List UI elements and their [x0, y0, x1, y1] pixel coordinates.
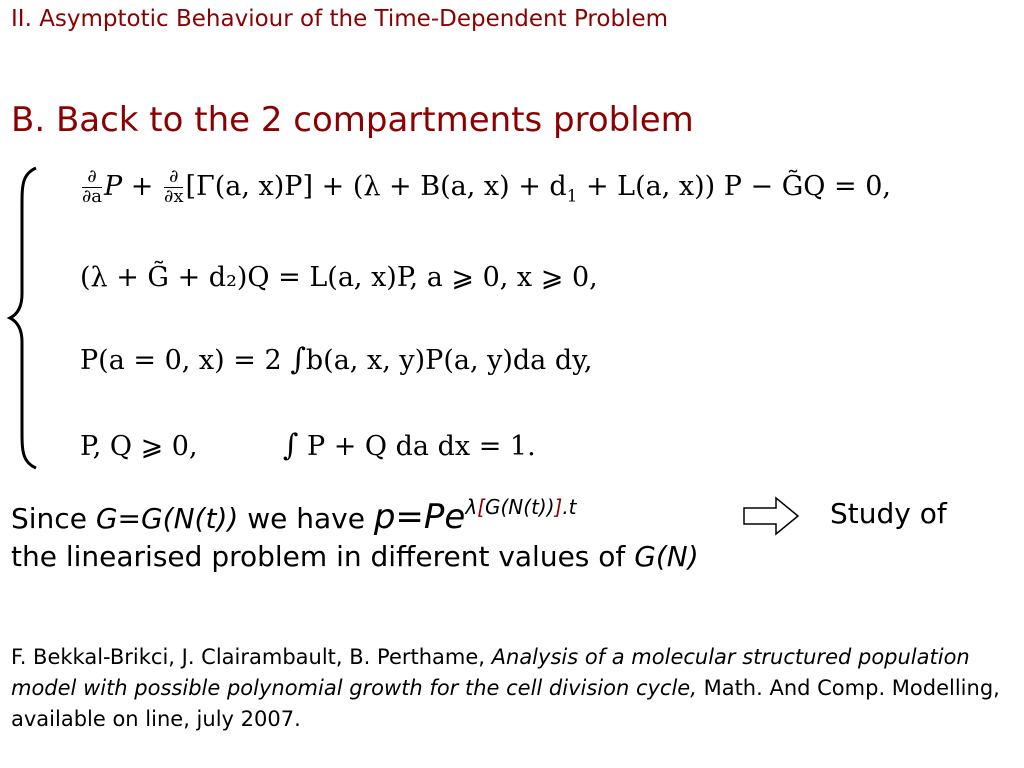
fraction-d-dx: $\frac{\partial}{\partial x}$ — [164, 166, 184, 207]
implies-arrow-icon — [742, 496, 802, 536]
section-title: II. Asymptotic Behaviour of the Time-Dependent Problem — [11, 6, 668, 32]
subsection-title: B. Back to the 2 compartments problem — [11, 100, 694, 140]
reference-title: Analysis of a molecular structured population model with possible polynomial growth for the cell division cycle, — [11, 645, 970, 700]
left-brace — [6, 166, 46, 471]
fraction-d-da: $\frac{\partial}{\partial a}$ — [82, 166, 103, 207]
integral-symbol: ∫ — [282, 428, 299, 463]
study-text: Study of — [830, 497, 947, 530]
linearised-statement: the linearised problem in different values of G(N) — [11, 540, 699, 573]
equation-2: (λ + G̃ + d₂)Q = L(a, x)P, a ⩾ 0, x ⩾ 0, — [80, 262, 598, 293]
equation-4: P, Q ⩾ 0, ∫ P + Q da dx = 1. — [80, 428, 536, 463]
equation-3: P(a = 0, x) = 2 ∫b(a, x, y)P(a, y)da dy, — [80, 342, 593, 377]
integral-symbol: ∫ — [290, 342, 306, 377]
equation-1: $\frac{\partial}{\partial a}$ P + $\frac{\partial}{\partial x}$ [Γ(a, x)P] + (λ + B(a, $x) + d_1 + L(a$, x)) P − G̃Q = 0, — [82, 166, 891, 207]
reference-citation: F. Bekkal-Brikci, J. Clairambault, B. Perthame, Analysis of a molecular structured population model with possible polynomial growth for the cell division cycle, Math. And Comp. Modelling, available on line, july 2007. — [11, 645, 1000, 731]
since-statement: Since G=G(N(t)) we have $p=Pe^{\lambda[G(N(t))].t}$ — [11, 494, 577, 537]
